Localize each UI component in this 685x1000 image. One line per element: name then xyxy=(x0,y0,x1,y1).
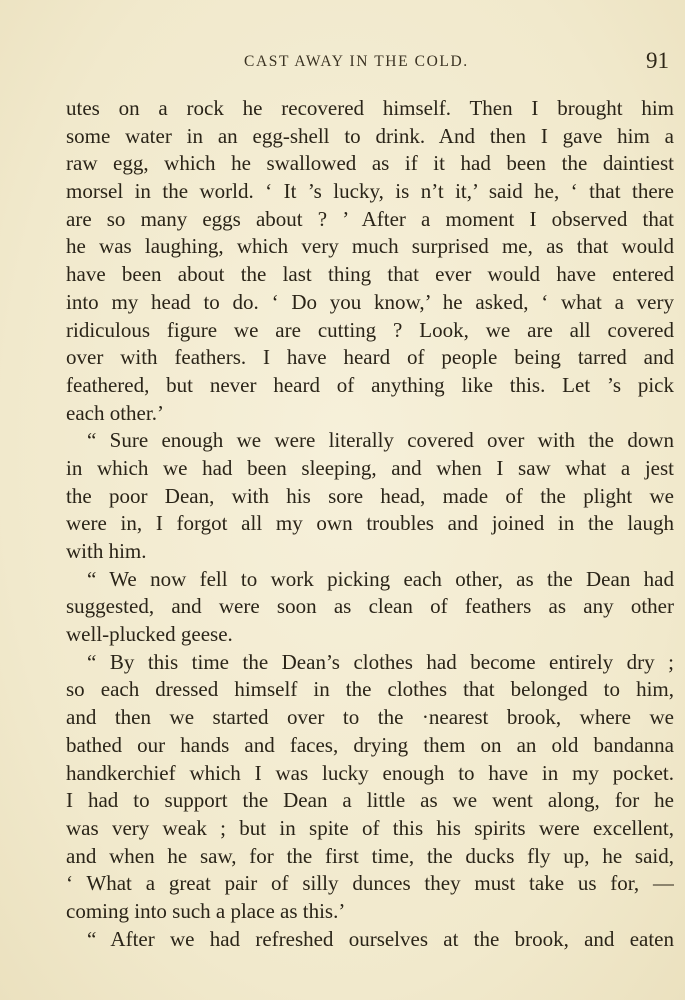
text-line: “ Sure enough we were literally covered over with the down xyxy=(87,428,674,453)
text-line: and then we started over to the ·nearest brook, where we xyxy=(66,705,674,730)
text-line: each other.’ xyxy=(66,400,164,425)
text-line: and when he saw, for the first time, the ducks fly up, he said, xyxy=(66,843,674,868)
text-line: have been about the last thing that ever would have entered xyxy=(66,262,674,287)
text-line: in which we had been sleeping, and when I saw what a jest xyxy=(66,455,674,480)
body-text xyxy=(66,95,674,953)
text-line: feathered, but never heard of anything like this. Let ’s pick xyxy=(66,372,674,397)
text-line: I had to support the Dean a little as we went along, for he xyxy=(66,788,674,813)
page-header xyxy=(0,48,685,78)
text-line: was very weak ; but in spite of this his spirits were excellent, xyxy=(66,815,674,840)
text-line: he was laughing, which very much surprised me, as that would xyxy=(66,234,674,259)
text-line: handkerchief which I was lucky enough to have in my pocket. xyxy=(66,760,674,785)
text-line: were in, I forgot all my own troubles and joined in the laugh xyxy=(66,511,674,536)
text-line: bathed our hands and faces, drying them on an old bandanna xyxy=(66,732,674,757)
text-line: well-plucked geese. xyxy=(66,622,233,647)
text-line: morsel in the world. ‘ It ’s lucky, is n’t it,’ said he, ‘ that there xyxy=(66,179,674,204)
text-line: so each dressed himself in the clothes that belonged to him, xyxy=(66,677,674,702)
text-line: suggested, and were soon as clean of feathers as any other xyxy=(66,594,674,619)
text-line: are so many eggs about ? ’ After a moment I observed that xyxy=(66,206,674,231)
text-line: with him. xyxy=(66,539,147,563)
text-line: ridiculous figure we are cutting ? Look, we are all covered xyxy=(66,317,674,342)
running-title: CAST AWAY IN THE COLD. xyxy=(244,53,469,70)
page-number: 91 xyxy=(646,48,669,73)
text-line: some water in an egg-shell to drink. And then I gave him a xyxy=(66,123,674,148)
text-line: ‘ What a great pair of silly dunces they must take us for, — xyxy=(66,871,674,896)
text-line: raw egg, which he swallowed as if it had been the daintiest xyxy=(66,151,674,176)
text-line: coming into such a place as this.’ xyxy=(66,898,346,923)
text-line: the poor Dean, with his sore head, made of the plight we xyxy=(66,483,674,508)
text-line: “ We now fell to work picking each other, as the Dean had xyxy=(87,566,674,591)
text-line: utes on a rock he recovered himself. Then I brought him xyxy=(66,96,674,120)
text-line: “ After we had refreshed ourselves at the brook, and eaten xyxy=(87,926,674,951)
text-line: “ By this time the Dean’s clothes had become entirely dry ; xyxy=(87,649,674,674)
text-line: into my head to do. ‘ Do you know,’ he asked, ‘ what a very xyxy=(66,289,674,314)
text-line: over with feathers. I have heard of people being tarred and xyxy=(66,345,674,370)
